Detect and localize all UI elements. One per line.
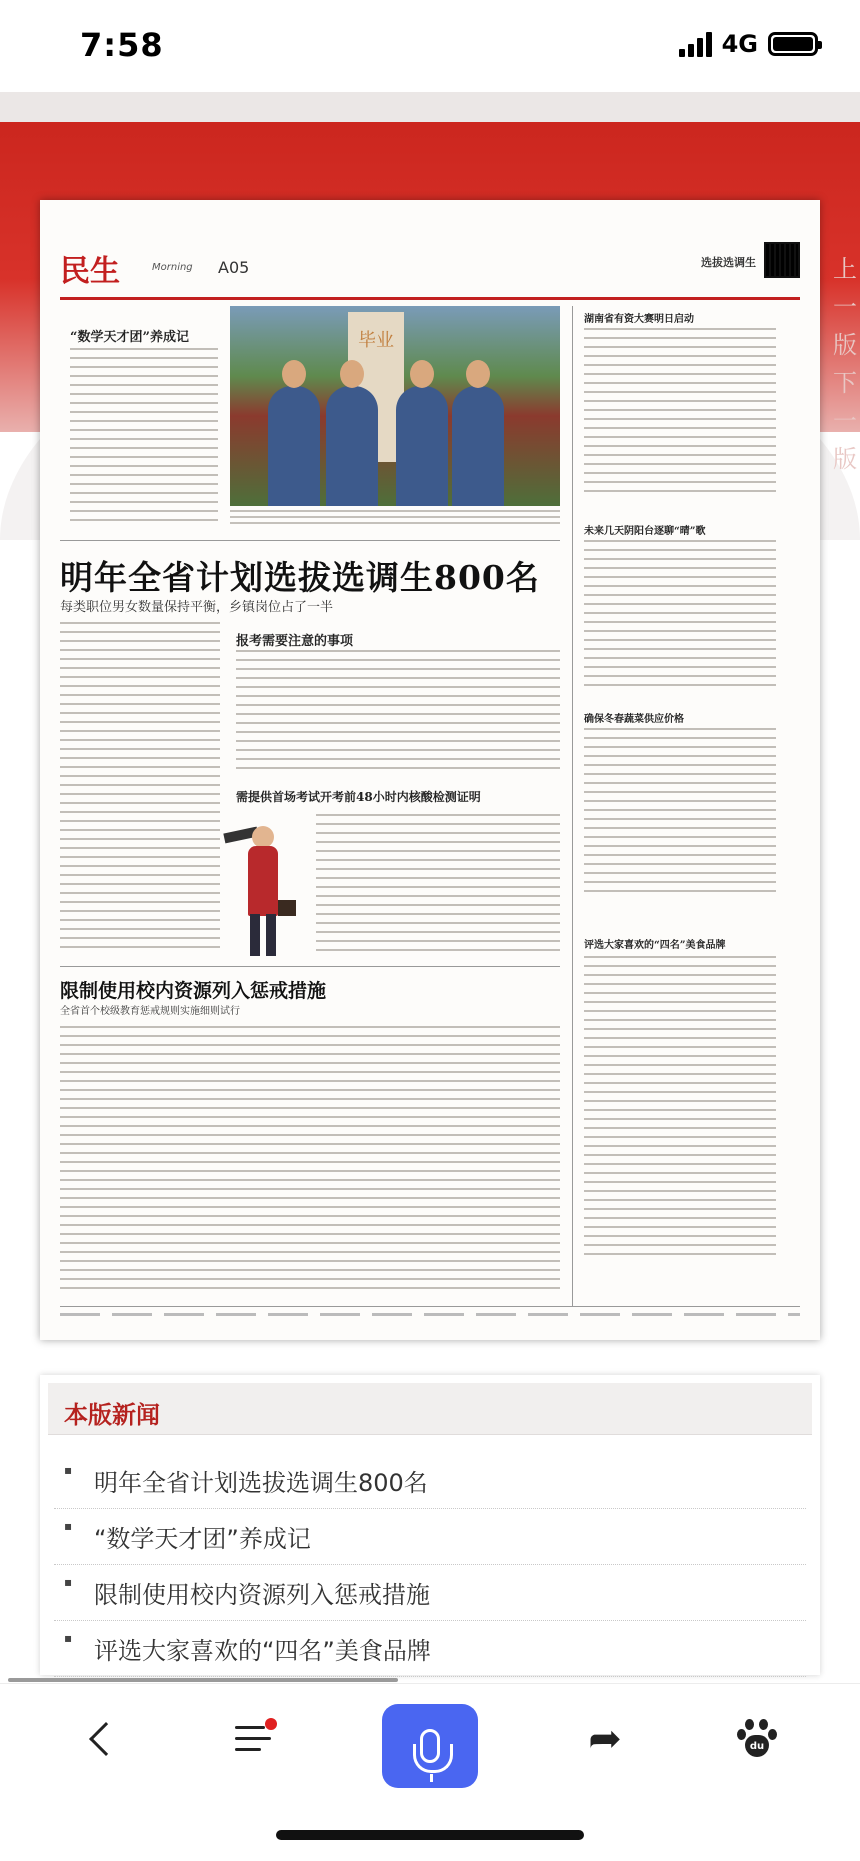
battery-icon	[768, 32, 818, 56]
main-subheadline: 每类职位男女数量保持平衡，乡镇岗位占了一半	[60, 600, 334, 615]
baidu-paw-icon: du	[737, 1719, 777, 1759]
section-divider	[60, 540, 560, 541]
chevron-left-icon	[89, 1722, 123, 1756]
qr-code-icon	[764, 242, 800, 278]
news-item[interactable]: ▪ “数学天才团”养成记	[54, 1509, 806, 1565]
news-panel-header	[48, 1383, 812, 1435]
article-text	[236, 650, 560, 770]
news-panel-title: 本版新闻	[64, 1401, 160, 1429]
column-divider	[572, 306, 573, 1306]
newspaper-page[interactable]	[40, 200, 820, 1340]
news-item[interactable]: ▪ 评选大家喜欢的“四名”美食品牌	[54, 1621, 806, 1677]
article-text	[60, 1026, 560, 1296]
menu-button[interactable]	[218, 1704, 288, 1774]
photo-caption	[230, 510, 560, 524]
status-bar	[0, 0, 860, 92]
article-text	[60, 622, 220, 952]
inscription-stone: 毕业	[348, 312, 404, 462]
news-list	[54, 1453, 806, 1677]
page-number: A05	[218, 258, 250, 277]
baidu-button[interactable]	[722, 1704, 792, 1774]
header-right-text: 选拔选调生	[701, 256, 756, 269]
status-time: 7:58	[80, 26, 164, 64]
article-text	[584, 540, 776, 690]
right-headline-1[interactable]: 湖南省有资大赛明日启动	[584, 314, 694, 325]
subhead-covid-test[interactable]: 需提供首场考试开考前48小时内核酸检测证明	[236, 790, 481, 804]
article-text	[584, 728, 776, 898]
status-indicators	[679, 30, 818, 58]
microphone-icon	[420, 1729, 440, 1763]
subhead-exam-notes[interactable]: 报考需要注意的事项	[236, 634, 354, 649]
section-name: 民生	[60, 254, 120, 289]
student-figure	[396, 386, 448, 506]
article-text	[70, 348, 218, 528]
page-nav-text[interactable]: 上一版 下一版	[833, 255, 857, 473]
home-indicator[interactable]	[276, 1830, 584, 1840]
article-text	[584, 956, 776, 1256]
voice-search-button[interactable]	[382, 1704, 478, 1788]
menu-icon	[235, 1726, 271, 1752]
share-icon: ➦	[588, 1716, 622, 1762]
headline-math-team[interactable]: “数学天才团”养成记	[70, 330, 189, 345]
newspaper-brand: Morning	[152, 262, 193, 273]
news-panel	[40, 1375, 820, 1675]
newspaper-header	[60, 240, 800, 300]
back-button[interactable]	[66, 1704, 136, 1774]
right-headline-3[interactable]: 确保冬春蔬菜供应价格	[584, 714, 684, 725]
share-button[interactable]	[570, 1704, 640, 1774]
student-figure	[326, 386, 378, 506]
bottom-toolbar	[0, 1683, 860, 1793]
right-headline-2[interactable]: 未来几天阴阳台逐聊“晴”歌	[584, 526, 706, 537]
right-headline-4[interactable]: 评选大家喜欢的“四名”美食品牌	[584, 940, 726, 951]
newspaper-footer	[60, 1306, 800, 1320]
student-figure	[268, 386, 320, 506]
news-item[interactable]: ▪ 明年全省计划选拔选调生800名	[54, 1453, 806, 1509]
background-strip	[0, 92, 860, 122]
network-type: 4G	[721, 30, 758, 58]
article-text	[316, 814, 560, 954]
second-subheadline: 全省首个校级教育惩戒规则实施细则试行	[60, 1006, 240, 1017]
student-figure	[452, 386, 504, 506]
news-item[interactable]: ▪ 限制使用校内资源列入惩戒措施	[54, 1565, 806, 1621]
businessman-illustration	[230, 818, 306, 958]
news-photo	[230, 306, 560, 506]
section-divider	[60, 966, 560, 967]
main-headline[interactable]: 明年全省计划选拔选调生800名	[60, 558, 540, 597]
article-text	[584, 328, 776, 498]
notification-dot	[265, 1718, 277, 1730]
second-headline[interactable]: 限制使用校内资源列入惩戒措施	[60, 980, 327, 1002]
scroll-indicator	[8, 1678, 398, 1682]
signal-icon	[679, 31, 712, 57]
